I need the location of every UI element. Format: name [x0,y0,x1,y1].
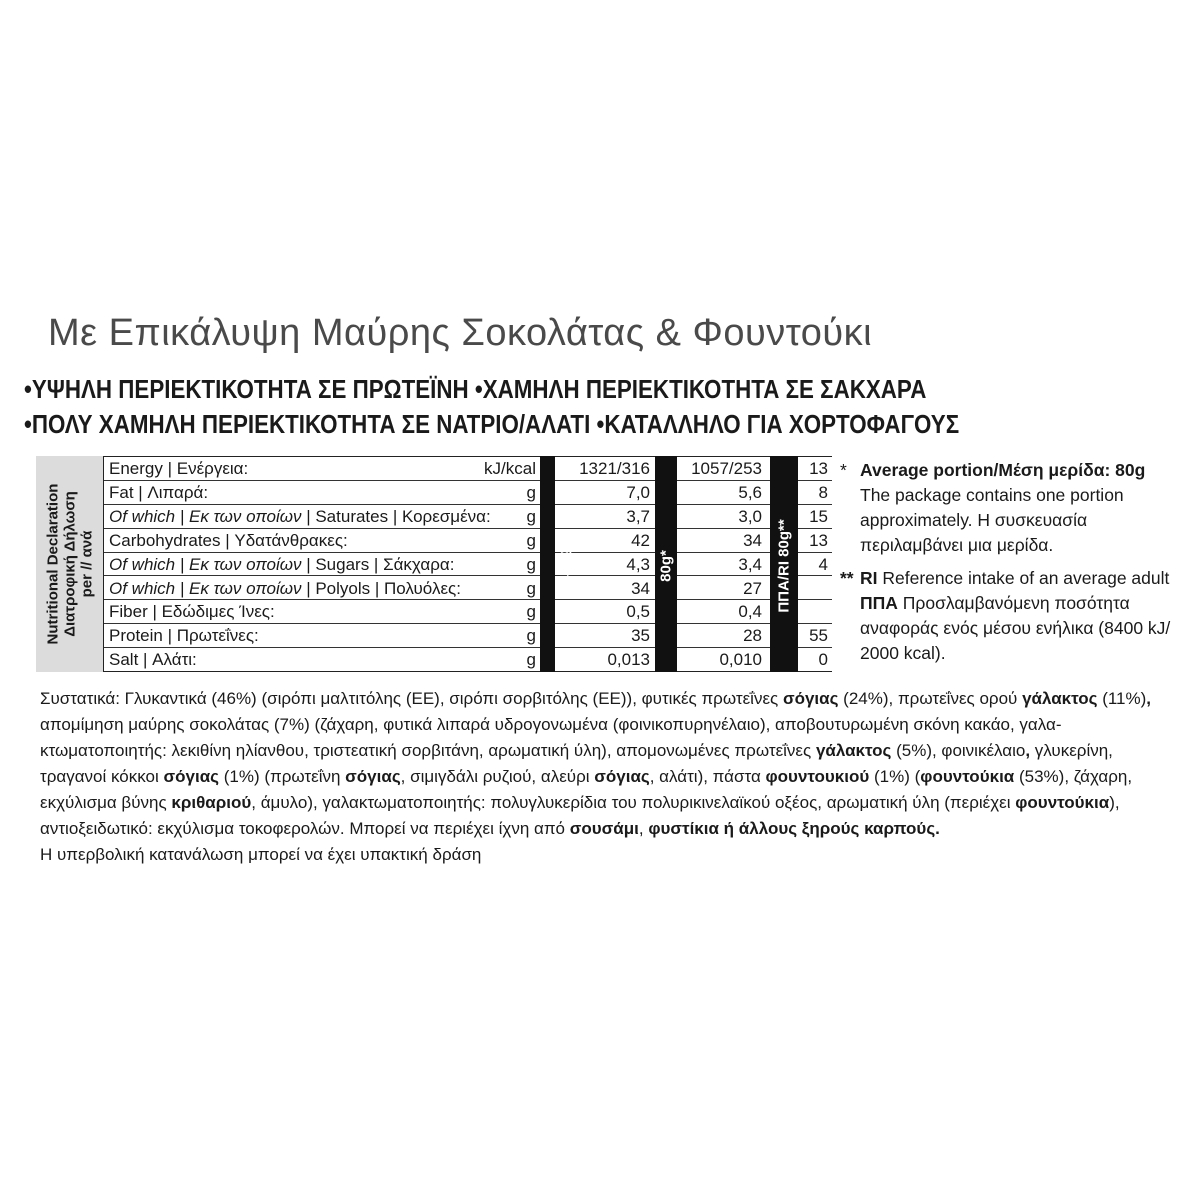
nutrient-label [109,529,348,552]
value-per-100g: 4,3 [626,554,650,574]
nutrition-row [104,457,832,481]
side-label-gr: Διατροφική Δήλωση [61,491,79,637]
nutrient-unit: g [526,650,536,670]
value-per-100g: 7,0 [626,482,650,502]
value-ri-percent: 13 [809,530,828,550]
nutrient-label [109,553,454,576]
nutrient-unit: g [526,530,536,550]
nutrition-row [104,553,832,577]
side-label-en: Nutritional Declaration [44,483,62,645]
nutrient-label-text: Energy | Ενέργεια: [109,459,249,478]
nutrient-label-italic: Of which | Εκ των οποίων [109,554,302,574]
nutrient-label-text: Salt | Αλάτι: [109,650,197,670]
nutrition-side-label [36,456,104,672]
footnote-ri [840,566,1180,666]
nutrient-label-text: | Saturates | Κορεσμένα: [301,506,491,526]
footnote-ri-text: Reference intake of an average adult [877,568,1170,588]
value-ri-percent: 15 [809,506,828,526]
nutrient-label-italic: Of which | Εκ των οποίων [109,506,302,526]
nutrient-unit: g [526,506,536,526]
nutrient-unit: g [526,626,536,646]
ingredients-list: Συστατικά: Γλυκαντικά (46%) (σιρόπι μαλτιτόλης (ΕΕ), σιρόπι σορβιτόλης (ΕΕ)), φυτικές πρωτεΐνες σόγιας (24%), πρωτεΐνες ορού γάλακτος (11%), απομίμηση μαύρης σοκολάτας (7%) (ζάχαρη, φυτικά λιπαρά υδρογονωμένα (φοινικοπυρηνέλαιο), αποβουτυρωμένη σκόνη κακάο, γαλα-κτωματοποιητής: λεκιθίνη ηλίανθου, τριστεατική σορβιτάνη, αρωματική ύλη), απομονωμένες πρωτεΐνες γάλακτος (5%), φοινικέλαιο, γλυκερίνη, τραγανοί κόκκοι σόγιας (1%) (πρωτεΐνη σόγιας, σιμιγδάλι ρυζιού, αλεύρι σόγιας, αλάτι), πάστα φουντουκιού (1%) (φουντούκια (53%), ζάχαρη, εκχύλισμα βύνης κριθαριού, άμυλο), γαλακτωματοποιητής: πολυγλυκερίδια του πολυρικινελαϊκού οξέος, αρωματική ύλη (περιέχει φουντούκια), αντιοξειδωτικό: εκχύλισμα τοκοφερολών. Μπορεί να περιέχει ίχνη από σουσάμι, φυστίκια ή άλλους ξηρούς καρπούς. [40,689,1152,838]
value-per-80g: 5,6 [738,482,762,502]
nutrient-unit: g [526,554,536,574]
footnote-ppa-text: Προσλαμβανόμενη ποσότητα αναφοράς ενός μέσου ενήλικα (8400 kJ/ 2000 kcal). [860,593,1171,663]
footnote-star: * [840,460,847,480]
value-per-80g: 3,4 [738,554,762,574]
nutrient-label-text: Fat | Λιπαρά: [109,482,209,502]
nutrition-claims [24,372,959,442]
footnote-portion-text: The package contains one portion approximately. Η συσκευασία περιλαμβάνει μια μερίδα. [860,485,1124,555]
footnote-portion-title: Average portion/Μέση μερίδα: 80g [860,460,1146,480]
col-80g-header: 80g* [657,550,675,582]
value-per-80g: 1057/253 [691,459,762,478]
value-per-100g: 0,5 [626,602,650,622]
value-ri-percent: 55 [809,626,828,646]
value-per-80g: 27 [743,578,762,598]
footnote-ppa-label: ΠΠΑ [860,593,898,613]
value-per-80g: 34 [743,530,762,550]
nutrient-label-text: Carbohydrates | Υδατάνθρακες: [109,530,348,550]
col-ri-header: ΠΠΑ/RI 80g** [775,519,793,613]
nutrient-label-text: | Polyols | Πολυόλες: [301,578,461,598]
footnote-double-star: ** [840,568,854,588]
nutrient-unit: kJ/kcal [484,459,536,478]
claim-line-1: •ΥΨΗΛΗ ΠΕΡΙΕΚΤΙΚΟΤΗΤΑ ΣΕ ΠΡΩΤΕΪΝΗ •ΧΑΜΗΛΗ ΠΕΡΙΕΚΤΙΚΟΤΗΤΑ ΣΕ ΣΑΚΧΑΡΑ [24,374,927,404]
value-per-80g: 28 [743,626,762,646]
col-100g-bar [540,456,555,672]
side-label-per: per // ανά [78,530,96,598]
nutrition-row [104,505,832,529]
nutrition-row [104,648,832,672]
product-title: Με Επικάλυψη Μαύρης Σοκολάτας & Φουντούκι [48,312,873,354]
nutrient-label [109,648,197,671]
value-per-100g: 42 [631,530,650,550]
nutrient-unit: g [526,482,536,502]
nutrient-label-text: Fiber | Εδώδιμες Ίνες: [109,602,275,622]
nutrient-label-text: | Sugars | Σάκχαρα: [301,554,455,574]
nutrient-label [109,457,248,480]
nutrition-row [104,529,832,553]
nutrient-label [109,577,461,600]
nutrition-row [104,624,832,648]
nutrient-label-italic: Of which | Εκ των οποίων [109,578,302,598]
value-per-100g: 1321/316 [579,459,650,478]
value-per-100g: 34 [631,578,650,598]
nutrient-label [109,624,259,647]
value-per-100g: 0,013 [607,650,650,670]
nutrition-row [104,481,832,505]
value-per-80g: 3,0 [738,506,762,526]
nutrient-label [109,600,275,623]
value-ri-percent: 0 [818,650,828,670]
value-ri-percent: 4 [818,554,828,574]
value-per-80g: 0,010 [719,650,762,670]
footnote-ri-label: RI [860,568,878,588]
col-100g-header: 100g [555,548,573,584]
nutrient-unit: g [526,602,536,622]
nutrient-label [109,481,208,504]
ingredients-text [40,686,1170,868]
laxative-warning: Η υπερβολική κατανάλωση μπορεί να έχει υπακτική δράση [40,845,482,864]
nutrient-label [109,505,491,528]
footnotes [840,458,1180,666]
nutrition-row [104,600,832,624]
nutrient-label-text: Protein | Πρωτεΐνες: [109,626,259,646]
claim-line-2: •ΠΟΛΥ ΧΑΜΗΛΗ ΠΕΡΙΕΚΤΙΚΟΤΗΤΑ ΣΕ ΝΑΤΡΙΟ/ΑΛΑΤΙ •ΚΑΤΑΛΛΗΛΟ ΓΙΑ ΧΟΡΤΟΦΑΓΟΥΣ [24,409,960,439]
nutrition-row [104,577,832,601]
value-ri-percent: 13 [809,459,828,478]
footnote-portion [840,458,1180,558]
value-per-80g: 0,4 [738,602,762,622]
value-per-100g: 3,7 [626,506,650,526]
nutrient-unit: g [526,578,536,598]
value-ri-percent: 8 [818,482,828,502]
value-per-100g: 35 [631,626,650,646]
